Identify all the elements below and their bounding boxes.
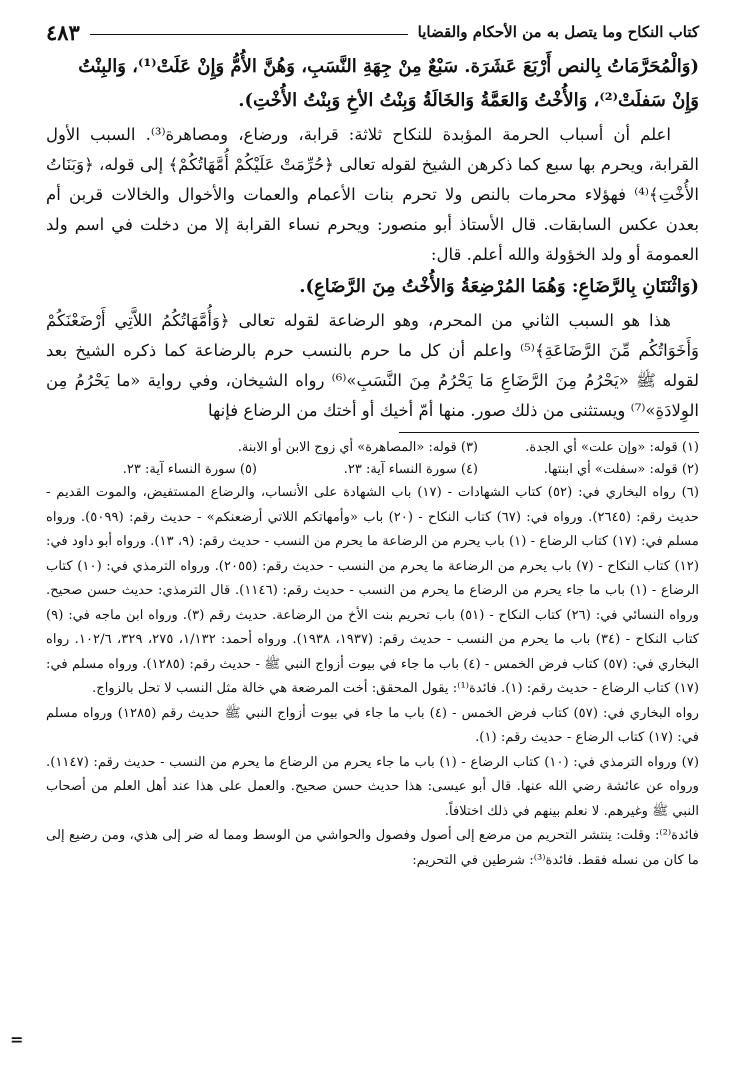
short-footnotes	[46, 437, 699, 481]
page-number: ٤٨٣	[46, 19, 80, 45]
continuation-mark: =	[10, 1030, 24, 1049]
matn-verse-1	[46, 50, 699, 118]
footnote-6-continued: رواه البخاري في: (٥٧) كتاب فرض الخمس - (٤) باب ما جاء في بيوت أزواج النبي ﷺ حديث رقم (١٢٨٥) ورواه مسلم في: (١٧) كتاب الرضاع - حديث رقم: (١).	[46, 705, 699, 745]
footnote-6: (٦) رواه البخاري في: (٥٢) كتاب الشهادات - (١٧) باب الشهادة على الأنساب، والرضاع المستفيض، والموت القديم - حديث رقم: (٢٦٤٥). ورواه في: (٦٧) كتاب النكاح - (٢٠) باب «وأمهاتكم اللاتي أرضعنكم» - حديث رقم: (٥٠٩٩). ورواه مسلم في: (١٧) كتاب الرضاع - (١) باب يحرم من الرضاعة ما يحرم من النسب - حديث رقم: (٩، ١٣). ورواه أبو داود في: (١٢) كتاب النكاح - (٧) باب يحرم من الرضاعة ما يحرم من النسب - حديث رقم: (٢٠٥٥). ورواه الترمذي في: (١٠) كتاب الرضاع - (١) باب ما جاء يحرم من الرضاع ما يحرم من النسب - حديث رقم: (١١٤٦). قال الترمذي: حديث حسن صحيح. ورواه النسائي في: (٢٦) كتاب النكاح - (٥١) باب تحريم بنت الأخ من الرضاعة. حديث رقم (٣). ورواه ابن ماجه في: (٩) كتاب النكاح - (٣٤) باب ما يحرم من النسب - حديث رقم: (١٩٣٧، ١٩٣٨). ورواه أحمد: ١/١٣٢، ٢٧٥، ٣٢٩، ١٠٢/٦. رواه البخاري في: (٥٧) كتاب فرض الخمس - (٤) باب ما جاء في بيوت أزواج النبي ﷺ - حديث رقم: (١٢٨٥). ورواه مسلم في: (١٧) كتاب الرضاع - حديث رقم: (١). فائدة⁽¹⁾: يقول المحقق: أخت المرضعة هي خالة مثل النسب لا تحل بالزواج.	[46, 485, 700, 696]
footnote-1: (١) قوله: «وإن علت» أي الجدة.	[525, 440, 699, 455]
commentary-paragraph-2: هذا هو السبب الثاني من المحرم، وهو الرضاعة لقوله تعالى ﴿وَأُمَّهَاتُكُمُ اللاَّتِي أَرْضَعْنَكُمْ وَأَخَوَاتُكُم مِّنَ الرَّضَاعَةِ﴾⁽⁵⁾ واعلم أن كل ما حرم بالنسب حرم بالرضاعة كما ذكره الشيخ بعد لقوله ﷺ «يَحْرُمُ مِنَ الرَّضَاعِ مَا يَحْرُمُ مِنَ النَّسَبِ»⁽⁶⁾ رواه الشيخان، وفي رواية «ما يَحْرُمُ مِن الوِلادَةِ»⁽⁷⁾ ويستثنى من ذلك صور. منها أمّ أخيك أو أختك من الرضاع فإنها	[46, 311, 699, 420]
footnote-separator	[399, 432, 699, 433]
footnote-5: (٥) سورة النساء آية: ٢٣.	[122, 462, 257, 477]
footnote-2: (٢) قوله: «سفلت» أي ابنتها.	[543, 462, 699, 477]
footnote-3: (٣) قوله: «المصاهرة» أي زوج الابن أو الابنة.	[237, 440, 478, 455]
matn-verse-2: (وَاثْنَتَانِ بِالرَّضَاعِ: وَهُمَا المُرْضِعَةُ وَالأُخْتُ مِنَ الرَّضَاعِ).	[299, 276, 699, 297]
book-title: كتاب النكاح وما يتصل به من الأحكام والقضايا	[417, 23, 699, 41]
footnote-7: (٧) ورواه الترمذي في: (١٠) كتاب الرضاع - (١) باب ما جاء يحرم من الرضاع ما يحرم من النسب - حديث رقم: (١١٤٧). ورواه عن عائشة رضي الله عنها. قال أبو عيسى: هذا حديث حسن صحيح. والعمل على هذا عند أهل العلم من أصحاب النبي ﷺ وغيرهم. لا نعلم بينهم في ذلك اختلافاً.	[46, 754, 700, 819]
running-header	[46, 14, 699, 50]
verse-1-line-2: وَإِنْ سَفلَتْ⁽²⁾، وَالأُخْتُ وَالعَمَّةُ وَالخَالَةُ وَبِنْتُ الأخِ وَبِنْتُ الأُخْتِ).	[238, 90, 699, 111]
verse-1-line-1: (وَالْمُحَرَّمَاتُ بِالنص أَرْبَعَ عَشَرَة. سَبْعٌ مِنْ جِهَةِ النَّسَبِ، وَهُنَّ الأُمُّ وَإِنْ عَلَتْ⁽¹⁾، وَالبِنْتُ	[78, 56, 699, 77]
commentary-paragraph-1: اعلم أن أسباب الحرمة المؤبدة للنكاح ثلاثة: قرابة، ورضاع، ومصاهرة⁽³⁾. السبب الأول القرابة، ويحرم بها سبع كما ذكرهن الشيخ لقوله تعالى ﴿حُرِّمَتْ عَلَيْكُمْ أُمَّهَاتُكُمْ﴾ إلى قوله، ﴿وَبَنَاتُ الأُخْتِ﴾⁽⁴⁾ فهؤلاء محرمات بالنص ولا تحرم بنات الأعمام والعمات والأخوال والخالات قربن أم بعدن عكس السابقات. قال الأستاذ أبو منصور: ويحرم نساء القرابة إلا من دخلت في اسم ولد العمومة أو ولد الخؤولة والله أعلم. قال:	[46, 125, 699, 264]
header-rule	[90, 34, 408, 35]
footnote-7-continued: فائدة⁽²⁾: وقلت: ينتشر التحريم من مرضع إلى أصول وفصول والحواشي من الوسط ومما له ضر إلى هذي، ومن رضيع إلى ما كان من نسله فقط. فائدة⁽³⁾: شرطين في التحريم:	[46, 828, 699, 868]
footnote-4: (٤) سورة النساء آية: ٢٣.	[343, 462, 478, 477]
